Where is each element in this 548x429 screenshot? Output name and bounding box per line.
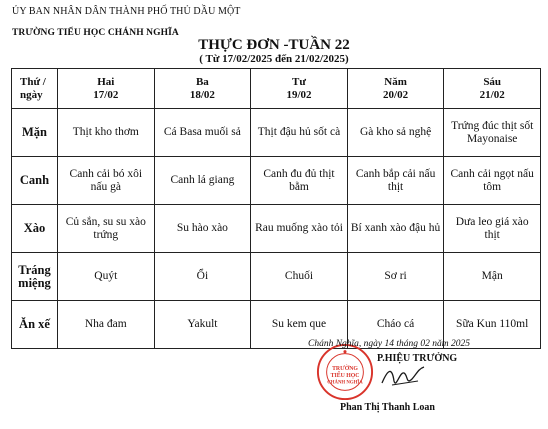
- official-stamp-icon: [316, 343, 374, 401]
- menu-cell: Thịt kho thơm: [58, 109, 155, 157]
- row-label: Canh: [12, 157, 58, 205]
- day-date: 18/02: [189, 88, 215, 101]
- svg-text:TIỂU HỌC: TIỂU HỌC: [330, 372, 360, 379]
- day-name: Năm: [384, 75, 407, 88]
- day-header-cell: [347, 69, 444, 109]
- svg-text:CHÁNH NGHĨA: CHÁNH NGHĨA: [327, 380, 363, 386]
- day-name: Hai: [97, 75, 115, 88]
- handwritten-signature-icon: [378, 361, 428, 391]
- menu-cell: Canh bắp cải nấu thịt: [347, 157, 444, 205]
- page-title: THỰC ĐƠN -TUẦN 22: [198, 37, 350, 53]
- table-row-canh: [12, 157, 541, 205]
- menu-cell: Canh đu đủ thịt bằm: [251, 157, 348, 205]
- corner-label-day: Thứ /: [20, 75, 46, 88]
- table-header-row: [12, 69, 541, 109]
- day-date: 21/02: [479, 88, 505, 101]
- menu-cell: Canh cải bó xôi nấu gà: [58, 157, 155, 205]
- menu-cell: Sơ ri: [347, 253, 444, 301]
- svg-text:TRƯỜNG: TRƯỜNG: [332, 366, 358, 373]
- menu-cell: Su kem que: [251, 301, 348, 349]
- menu-cell: Mận: [444, 253, 541, 301]
- menu-cell: Bí xanh xào đậu hủ: [347, 205, 444, 253]
- table-row-man: [12, 109, 541, 157]
- menu-cell: Rau muống xào tỏi: [251, 205, 348, 253]
- menu-cell: Thịt đậu hủ sốt cà: [251, 109, 348, 157]
- signature-date-line: Chánh Nghĩa, ngày 14 tháng 02 năm 2025: [308, 339, 471, 349]
- menu-cell: Củ sắn, su su xào trứng: [58, 205, 155, 253]
- corner-header-cell: [12, 69, 58, 109]
- day-header-cell: [251, 69, 348, 109]
- menu-cell: Ổi: [154, 253, 251, 301]
- menu-cell: Canh lá giang: [154, 157, 251, 205]
- row-label: Xào: [12, 205, 58, 253]
- menu-cell: Su hào xào: [154, 205, 251, 253]
- row-label: Ăn xế: [12, 301, 58, 349]
- day-header-cell: [154, 69, 251, 109]
- day-name: Ba: [195, 75, 209, 88]
- menu-cell: Quýt: [58, 253, 155, 301]
- page-subtitle: ( Từ 17/02/2025 đến 21/02/2025): [199, 53, 349, 65]
- org-line-1: ỦY BAN NHÂN DÂN THÀNH PHỐ THỦ DẦU MỘT: [12, 6, 241, 17]
- menu-cell: Chuối: [251, 253, 348, 301]
- signature-role: P.HIỆU TRƯỞNG: [377, 353, 458, 364]
- day-name: Sáu: [483, 75, 502, 88]
- day-header-cell: [58, 69, 155, 109]
- menu-cell: Sữa Kun 110ml: [444, 301, 541, 349]
- day-name: Tư: [292, 75, 306, 88]
- table-row-trang-mieng: [12, 253, 541, 301]
- menu-cell: Gà kho sả nghệ: [347, 109, 444, 157]
- menu-cell: Nha đam: [58, 301, 155, 349]
- menu-cell: Dưa leo giá xào thịt: [444, 205, 541, 253]
- menu-cell: Trứng đúc thịt sốt Mayonaise: [444, 109, 541, 157]
- row-label-line: miệng: [18, 275, 51, 290]
- day-date: 17/02: [93, 88, 119, 101]
- day-header-cell: [444, 69, 541, 109]
- menu-cell: Cá Basa muối sả: [154, 109, 251, 157]
- row-label-line: Tráng: [18, 262, 51, 277]
- menu-table: [11, 68, 541, 349]
- corner-label-date: ngày: [20, 88, 43, 101]
- row-label: [12, 253, 58, 301]
- day-date: 19/02: [286, 88, 312, 101]
- day-date: 20/02: [383, 88, 409, 101]
- org-line-2: TRƯỜNG TIỂU HỌC CHÁNH NGHĨA: [12, 28, 179, 38]
- row-label: Mặn: [12, 109, 58, 157]
- menu-cell: Canh cải ngọt nấu tôm: [444, 157, 541, 205]
- signature-name: Phan Thị Thanh Loan: [340, 402, 435, 413]
- menu-cell: Cháo cá: [347, 301, 444, 349]
- menu-cell: Yakult: [154, 301, 251, 349]
- table-row-xao: [12, 205, 541, 253]
